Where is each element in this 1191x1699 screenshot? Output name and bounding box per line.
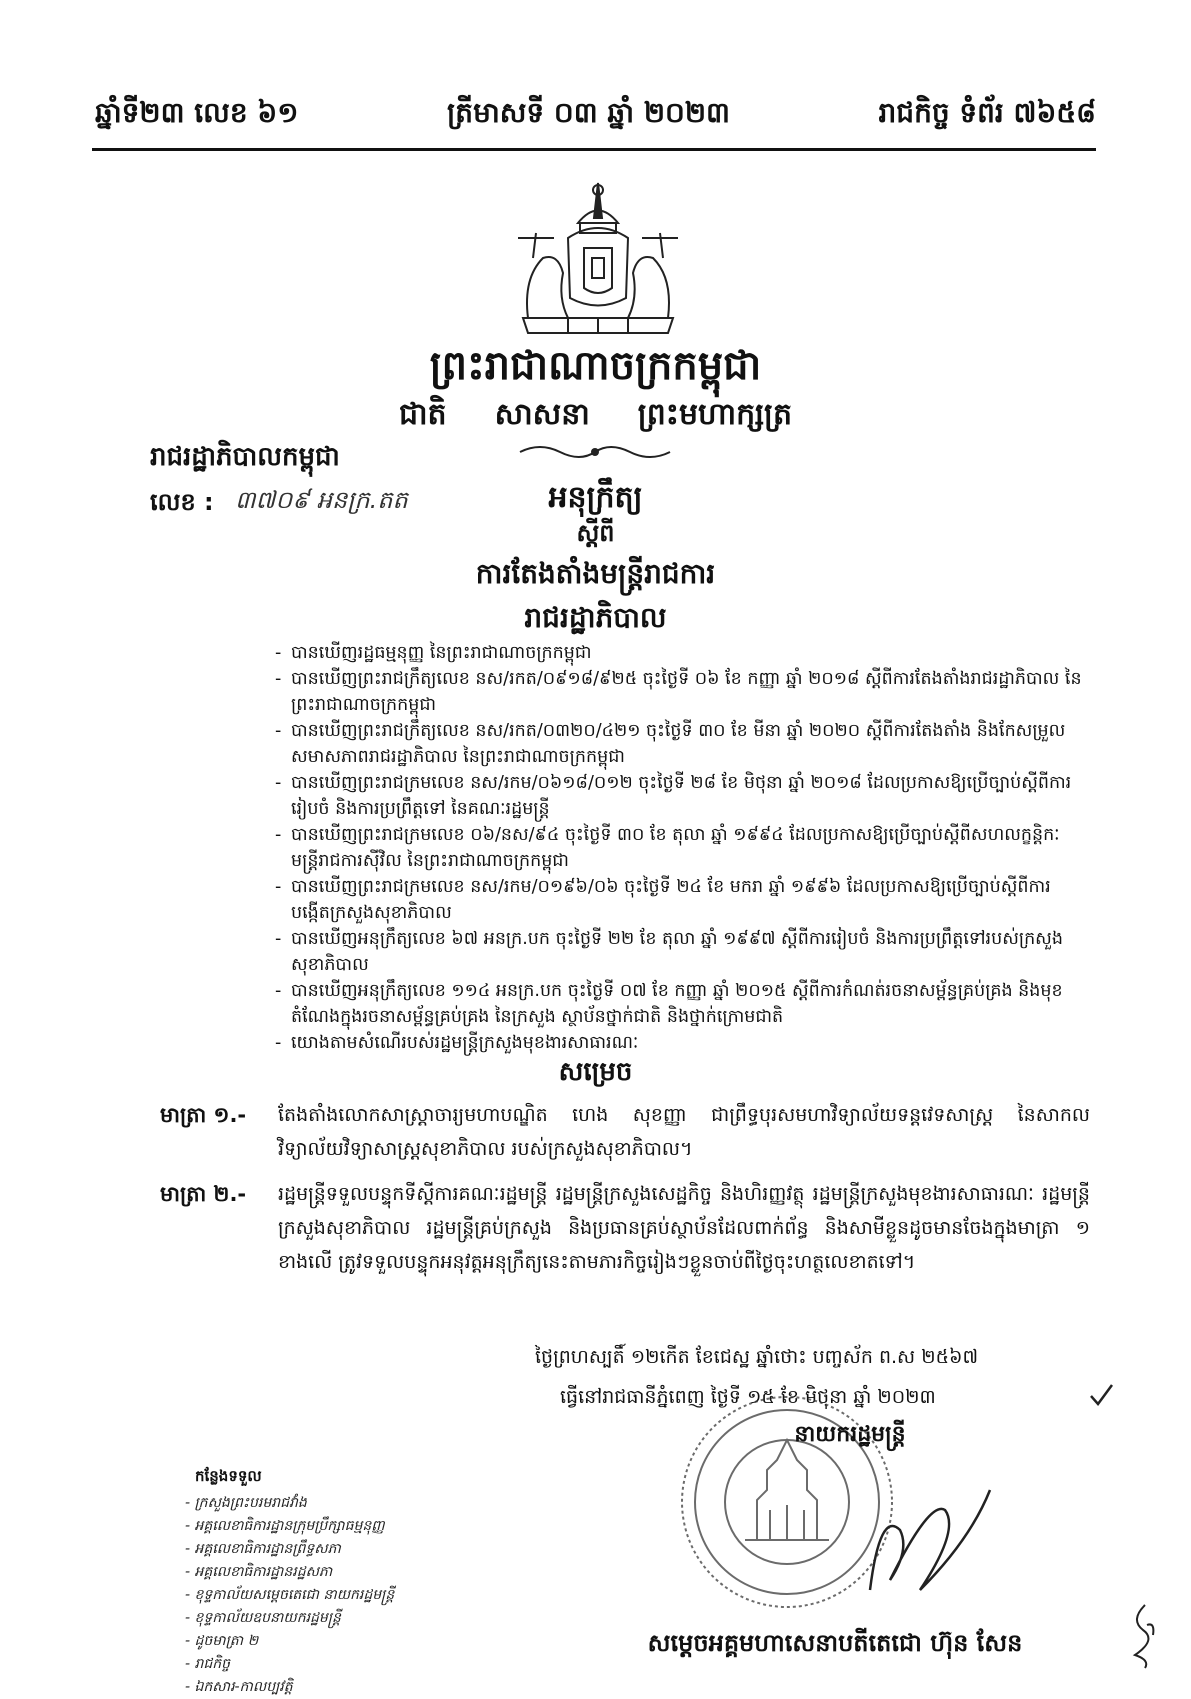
government-name: រាជរដ្ឋាភិបាលកម្ពុជា xyxy=(150,442,340,472)
motto-religion: សាសនា xyxy=(494,397,590,432)
gazette-page-number: រាជកិច្ច ទំព័រ ៧៦៥៨ xyxy=(878,96,1096,129)
article-text: រដ្ឋមន្ត្រីទទួលបន្ទុកទីស្តីការគណៈរដ្ឋមន្ត្រី រដ្ឋមន្ត្រីក្រសួងសេដ្ឋកិច្ច និងហិរញ្ញវត្ថុ រដ្ឋមន្ត្រីក្រសួងមុខងារសាធារណៈ រដ្ឋមន្ត្រីក្រសួងសុខាភិបាល រដ្ឋមន្ត្រីគ្រប់ក្រសួង និងប្រធានគ្រប់ស្ថាប័នដែលពាក់ព័ន្ធ និងសាមីខ្លួនដូចមានចែងក្នុងមាត្រា ១ ខាងលើ ត្រូវទទួលបន្ទុកអនុវត្តអនុក្រឹត្យនេះតាមភារកិច្ចរៀងៗខ្លួនចាប់ពីថ្ងៃចុះហត្ថលេខាតទៅ។ xyxy=(278,1183,1090,1273)
reference-item: - បានឃើញរដ្ឋធម្មនុញ្ញ នៃព្រះរាជាណាចក្រកម្ពុជា xyxy=(275,640,1085,666)
header-rule xyxy=(92,148,1096,151)
article-text: តែងតាំងលោកសាស្ត្រាចារ្យមហាបណ្ឌិត ហេង សុខញ្ញា ជាព្រឹទ្ធបុរសមហាវិទ្យាល័យទន្តវេទសាស្ត្រ នៃសាកលវិទ្យាល័យវិទ្យាសាស្ត្រសុខាភិបាល របស់ក្រសួងសុខាភិបាល។ xyxy=(278,1104,1090,1160)
legal-references-list xyxy=(275,640,1085,1056)
decision-heading: សម្រេច xyxy=(558,1057,633,1087)
reference-item: - បានឃើញព្រះរាជក្រមលេខ នស/រកម/០១៩៦/០៦ ចុះថ្ងៃទី ២៤ ខែ មករា ឆ្នាំ ១៩៩៦ ដែលប្រកាសឱ្យប្រើច្បាប់ស្តីពីការបង្កើតក្រសួងសុខាភិបាល xyxy=(275,874,1085,926)
motto-king: ព្រះមហាក្សត្រ xyxy=(637,397,793,432)
kingdom-title: ព្រះរាជាណាចក្រកម្ពុជា xyxy=(429,343,762,389)
royal-coat-of-arms-icon xyxy=(508,178,688,338)
recipient-item: - រាជកិច្ច xyxy=(185,1653,394,1676)
document-about: ស្តីពី xyxy=(576,519,615,547)
national-motto xyxy=(0,395,1191,439)
recipient-item: - ខុទ្ទកាល័យសម្តេចតេជោ នាយករដ្ឋមន្ត្រី xyxy=(185,1584,394,1607)
recipients-title: កន្លែងទទួល xyxy=(195,1467,262,1485)
recipient-item: - ខុទ្ទកាល័យឧបនាយករដ្ឋមន្ត្រី xyxy=(185,1607,394,1630)
motto-nation: ជាតិ xyxy=(398,397,447,432)
ornamental-divider-icon xyxy=(515,440,675,464)
recipients-list xyxy=(185,1492,394,1699)
signatory-name: សម្តេចអគ្គមហាសេនាបតីតេជោ ហ៊ុន សែន xyxy=(647,1629,1023,1657)
article-label: មាត្រា ១.- xyxy=(160,1103,247,1127)
document-number-label: លេខ : xyxy=(150,488,214,516)
document-subject: ការតែងតាំងមន្ត្រីរាជការ xyxy=(475,557,716,590)
solar-date: ធ្វើនៅរាជធានីភ្នំពេញ ថ្ងៃទី ១៥ ខែ មិថុនា ឆ្នាំ ២០២៣ xyxy=(560,1386,936,1408)
checkmark-icon xyxy=(1088,1382,1114,1408)
reference-item: - បានឃើញព្រះរាជក្រមលេខ នស/រកម/០៦១៨/០១២ ចុះថ្ងៃទី ២៨ ខែ មិថុនា ឆ្នាំ ២០១៨ ដែលប្រកាសឱ្យប្រើច្បាប់ស្តីពីការរៀបចំ និងការប្រព្រឹត្តទៅ នៃគណៈរដ្ឋមន្ត្រី xyxy=(275,770,1085,822)
reference-item: - បានឃើញព្រះរាជក្រឹត្យលេខ នស/រកត/០៩១៨/៩២៥ ចុះថ្ងៃទី ០៦ ខែ កញ្ញា ឆ្នាំ ២០១៨ ស្តីពីការតែងតាំងរាជរដ្ឋាភិបាល នៃព្រះរាជាណាចក្រកម្ពុជា xyxy=(275,666,1085,718)
document-number-value: ៣៧០៩ អនក្រ.តត xyxy=(235,486,408,514)
recipient-item: - អគ្គលេខាធិការដ្ឋានព្រឹទ្ធសភា xyxy=(185,1538,394,1561)
reference-item: - បានឃើញព្រះរាជក្រមលេខ ០៦/នស/៩៤ ចុះថ្ងៃទី ៣០ ខែ តុលា ឆ្នាំ ១៩៩៤ ដែលប្រកាសឱ្យប្រើច្បាប់ស្តីពីសហលក្ខន្តិកៈមន្ត្រីរាជការស៊ីវិល នៃព្រះរាជាណាចក្រកម្ពុជា xyxy=(275,822,1085,874)
gazette-header xyxy=(95,95,1096,135)
lunar-date: ថ្ងៃព្រហស្បតិ៍ ១២កើត ខែជេស្ឋ ឆ្នាំថោះ បញ្ចស័ក ព.ស ២៥៦៧ xyxy=(535,1346,979,1368)
recipient-item: - អគ្គលេខាធិការដ្ឋានក្រុមប្រឹក្សាធម្មនុញ្ញ xyxy=(185,1515,394,1538)
gazette-quarter: ត្រីមាសទី ០៣ ឆ្នាំ ២០២៣ xyxy=(446,96,730,129)
reference-item: - បានឃើញអនុក្រឹត្យលេខ ១១៤ អនក្រ.បក ចុះថ្ងៃទី ០៧ ខែ កញ្ញា ឆ្នាំ ២០១៥ ស្តីពីការកំណត់រចនាសម្ព័ន្ធគ្រប់គ្រង និងមុខតំណែងក្នុងរចនាសម្ព័ន្ធគ្រប់គ្រង នៃក្រសួង ស្ថាប័នថ្នាក់ជាតិ និងថ្នាក់ក្រោមជាតិ xyxy=(275,978,1085,1030)
issuing-body: រាជរដ្ឋាភិបាល xyxy=(524,601,667,634)
article-2 xyxy=(160,1177,1090,1279)
gazette-year-issue: ឆ្នាំទី២៣ លេខ ៦១ xyxy=(95,96,299,129)
recipient-item: - ដូចមាត្រា ២ xyxy=(185,1630,394,1653)
reference-item: - បានឃើញព្រះរាជក្រឹត្យលេខ នស/រកត/០៣២០/៤២១ ចុះថ្ងៃទី ៣០ ខែ មីនា ឆ្នាំ ២០២០ ស្តីពីការតែងតាំង និងកែសម្រួលសមាសភាពរាជរដ្ឋាភិបាល នៃព្រះរាជាណាចក្រកម្ពុជា xyxy=(275,718,1085,770)
recipient-item: - ក្រសួងព្រះបរមរាជវាំង xyxy=(185,1492,394,1515)
document-type: អនុក្រឹត្យ xyxy=(548,480,643,515)
article-1 xyxy=(160,1098,1090,1166)
article-label: មាត្រា ២.- xyxy=(160,1182,247,1206)
recipient-item: - អគ្គលេខាធិការដ្ឋានរដ្ឋសភា xyxy=(185,1561,394,1584)
signature-icon xyxy=(850,1470,1000,1610)
recipient-item: - ឯកសារ-កាលប្បវត្តិ xyxy=(185,1676,394,1699)
signatory-title: នាយករដ្ឋមន្ត្រី xyxy=(794,1422,906,1447)
reference-item: - យោងតាមសំណើរបស់រដ្ឋមន្ត្រីក្រសួងមុខងារសាធារណៈ xyxy=(275,1030,1085,1056)
initial-mark-icon xyxy=(1125,1600,1161,1670)
reference-item: - បានឃើញអនុក្រឹត្យលេខ ៦៧ អនក្រ.បក ចុះថ្ងៃទី ២២ ខែ តុលា ឆ្នាំ ១៩៩៧ ស្តីពីការរៀបចំ និងការប្រព្រឹត្តទៅរបស់ក្រសួងសុខាភិបាល xyxy=(275,926,1085,978)
